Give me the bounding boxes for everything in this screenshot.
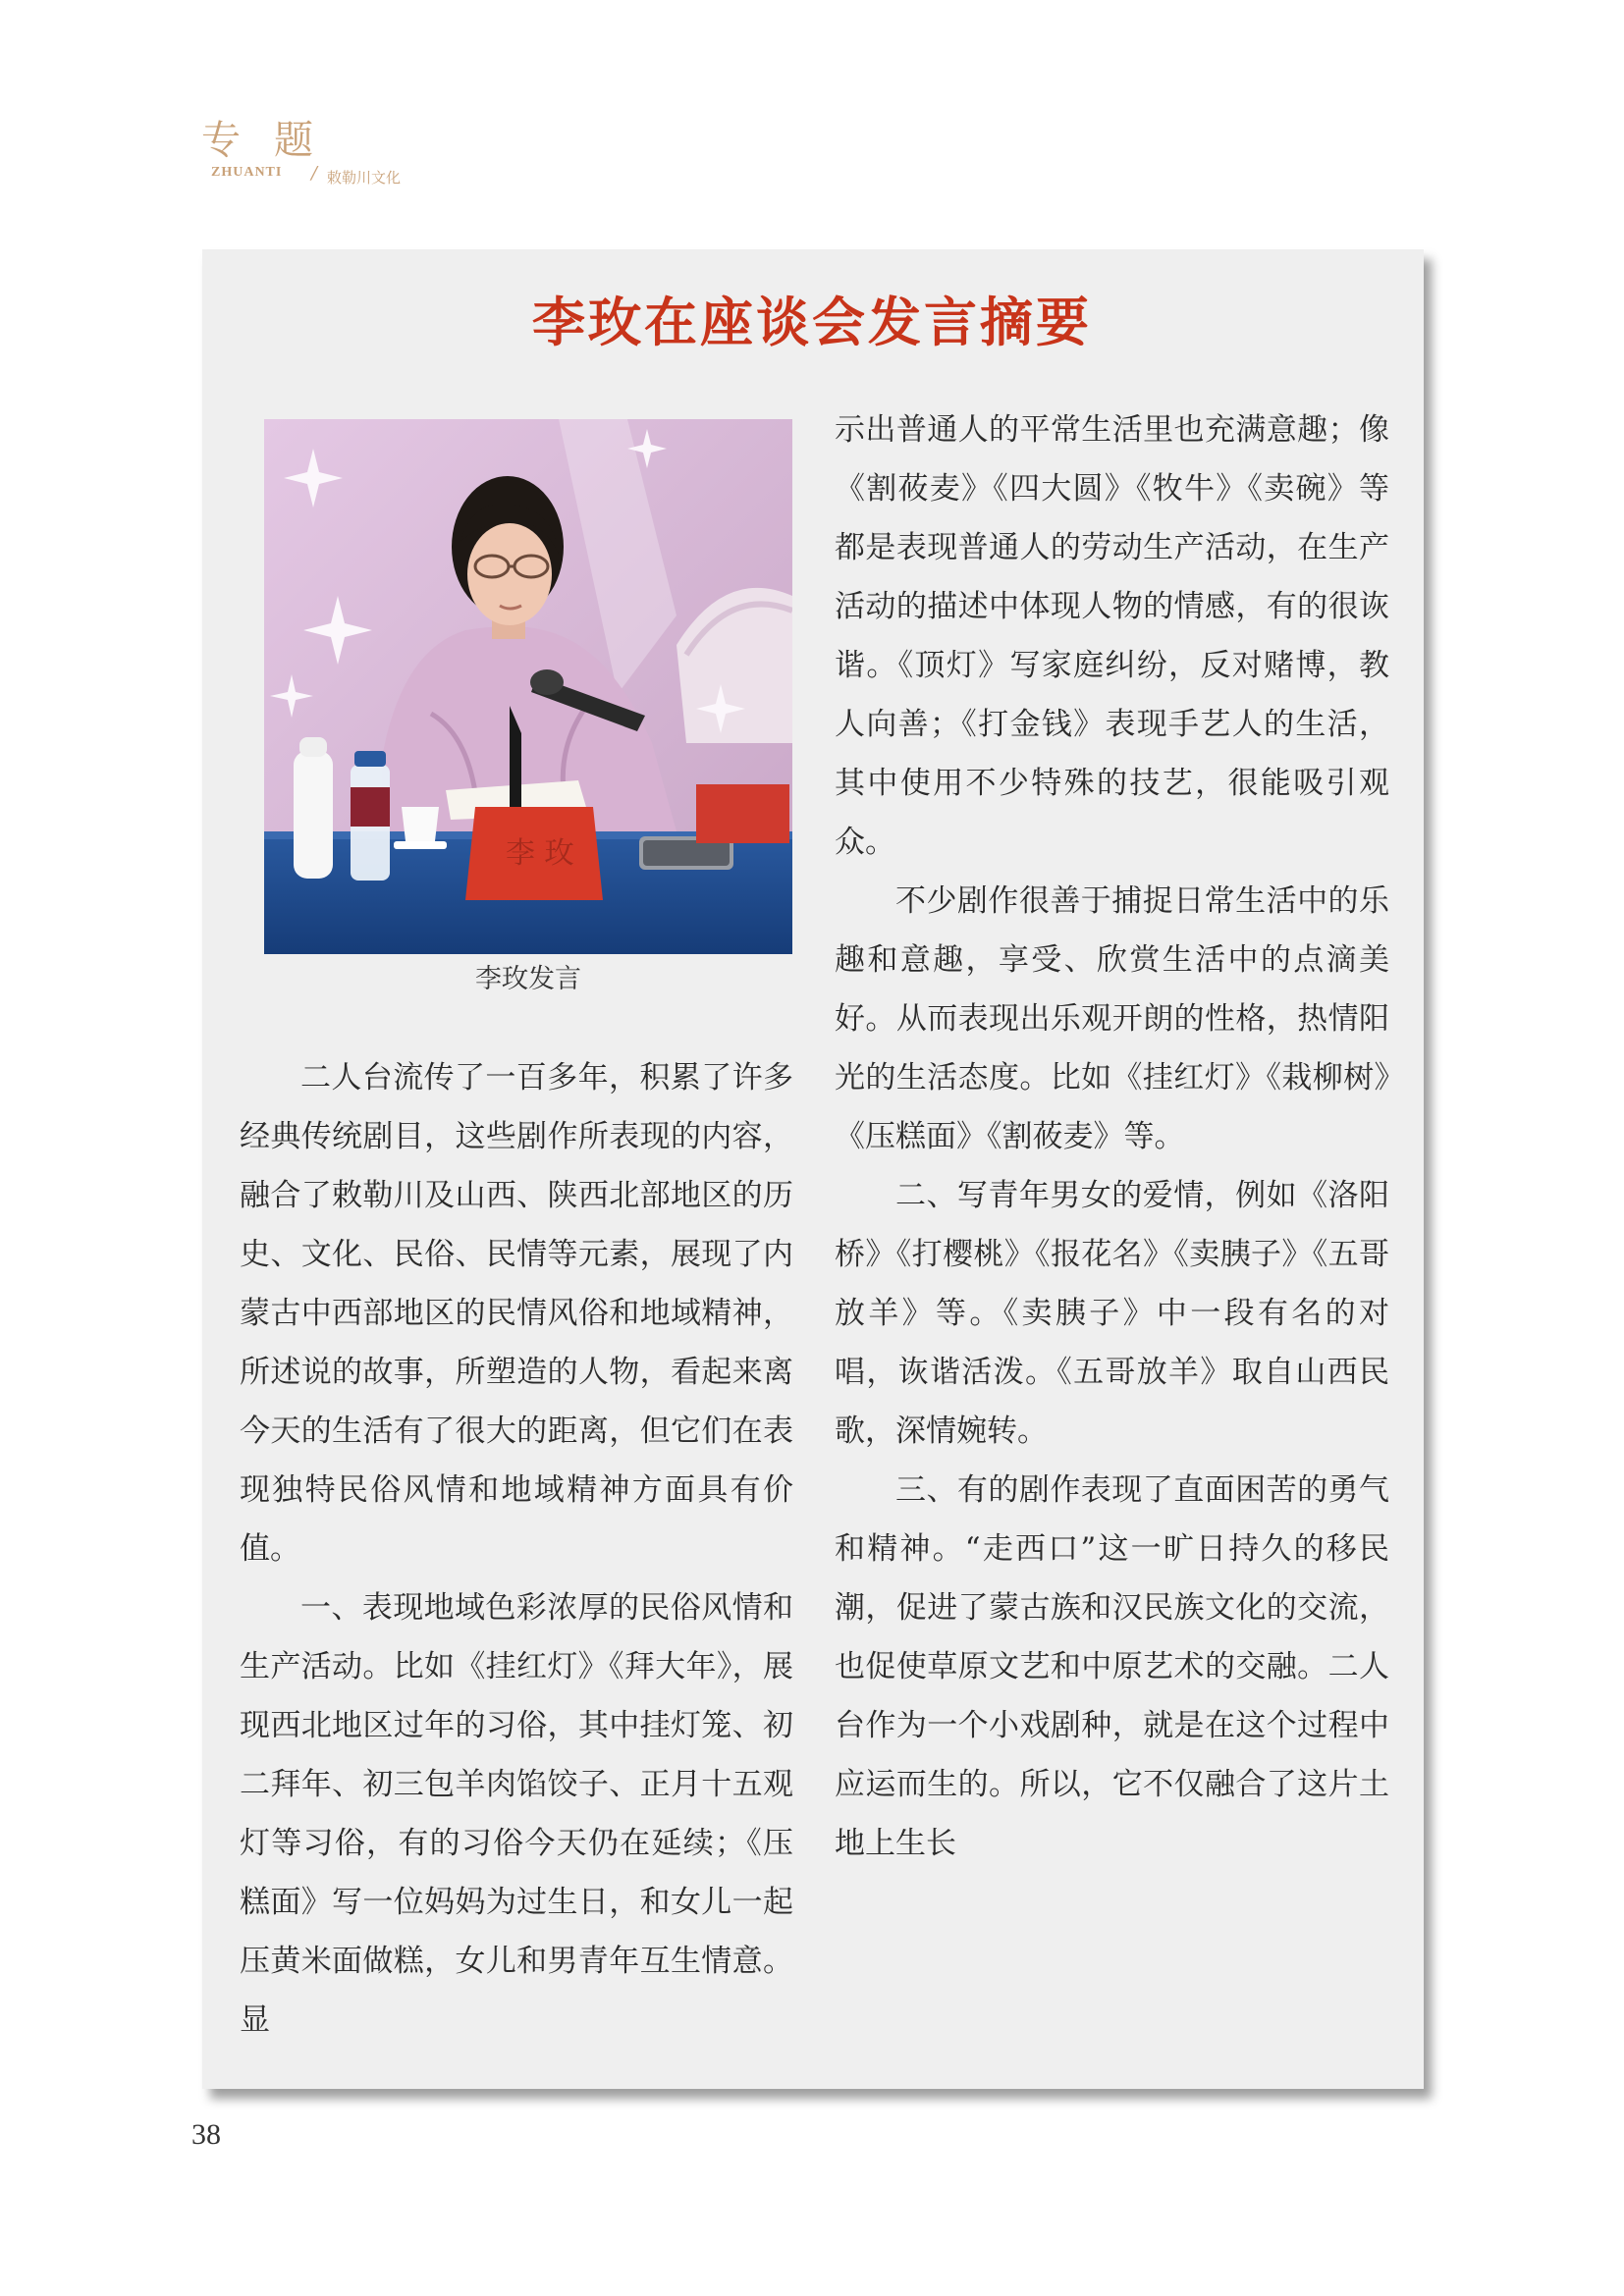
paragraph: 二、写青年男女的爱情，例如《洛阳桥》《打樱桃》《报花名》《卖胰子》《五哥放羊》等。《卖胰子》中一段有名的对唱，诙谐活泼。《五哥放羊》取自山西民歌，深情婉转。: [835, 1178, 1389, 1449]
page-number: 38: [191, 2118, 221, 2151]
paragraph: 不少剧作很善于捕捉日常生活中的乐趣和意趣，享受、欣赏生活中的点滴美好。从而表现出乐观开朗的性格，热情阳光的生活态度。比如《挂红灯》《栽柳树》《压糕面》《割莜麦》等。: [835, 883, 1389, 1154]
column-name: 敕勒川文化: [327, 169, 402, 187]
paragraph: 二人台流传了一百多年，积累了许多经典传统剧目，这些剧作所表现的内容，融合了敕勒川及山西、陕西北部地区的历史、文化、民俗、民情等元素，展现了内蒙古中西部地区的民情风俗和地域精神，所述说的故事，所塑造的人物，看起来离今天的生活有了很大的距离，但它们在表现独特民俗风情和地域精神方面具有价值。: [240, 1060, 793, 1567]
speaker-photo: [264, 419, 792, 954]
section-title: 专题: [201, 118, 347, 163]
paragraph-continuation: 示出普通人的平常生活里也充满意趣；像《割莜麦》《四大圆》《牧牛》《卖碗》等都是表现普通人的劳动生产活动，在生产活动的描述中体现人物的情感，有的很诙谐。《顶灯》写家庭纠纷，反对赌博，教人向善；《打金钱》表现手艺人的生活，其中使用不少特殊的技艺，很能吸引观众。: [835, 412, 1389, 860]
paragraph: 一、表现地域色彩浓厚的民俗风情和生产活动。比如《挂红灯》《拜大年》，展现西北地区过年的习俗，其中挂灯笼、初二拜年、初三包羊肉馅饺子、正月十五观灯等习俗，有的习俗今天仍在延续；《压糕面》写一位妈妈为过生日，和女儿一起压黄米面做糕，女儿和男青年互生情意。显: [240, 1590, 793, 2038]
article-title: 李玫在座谈会发言摘要: [532, 292, 1092, 353]
left-column: [240, 1048, 793, 2050]
paragraph: 三、有的剧作表现了直面困苦的勇气和精神。“走西口”这一旷日持久的移民潮，促进了蒙古族和汉民族文化的交流，也促使草原文艺和中原艺术的交融。二人台作为一个小戏剧种，就是在这个过程中应运而生的。所以，它不仅融合了这片土地上生长: [835, 1472, 1389, 1861]
nameplate-text: 李 玫: [506, 836, 574, 871]
section-pinyin: ZHUANTI: [211, 165, 283, 180]
photo-caption: 李玫发言: [475, 964, 581, 994]
divider-slash: /: [311, 163, 318, 184]
right-column: [835, 400, 1389, 1873]
